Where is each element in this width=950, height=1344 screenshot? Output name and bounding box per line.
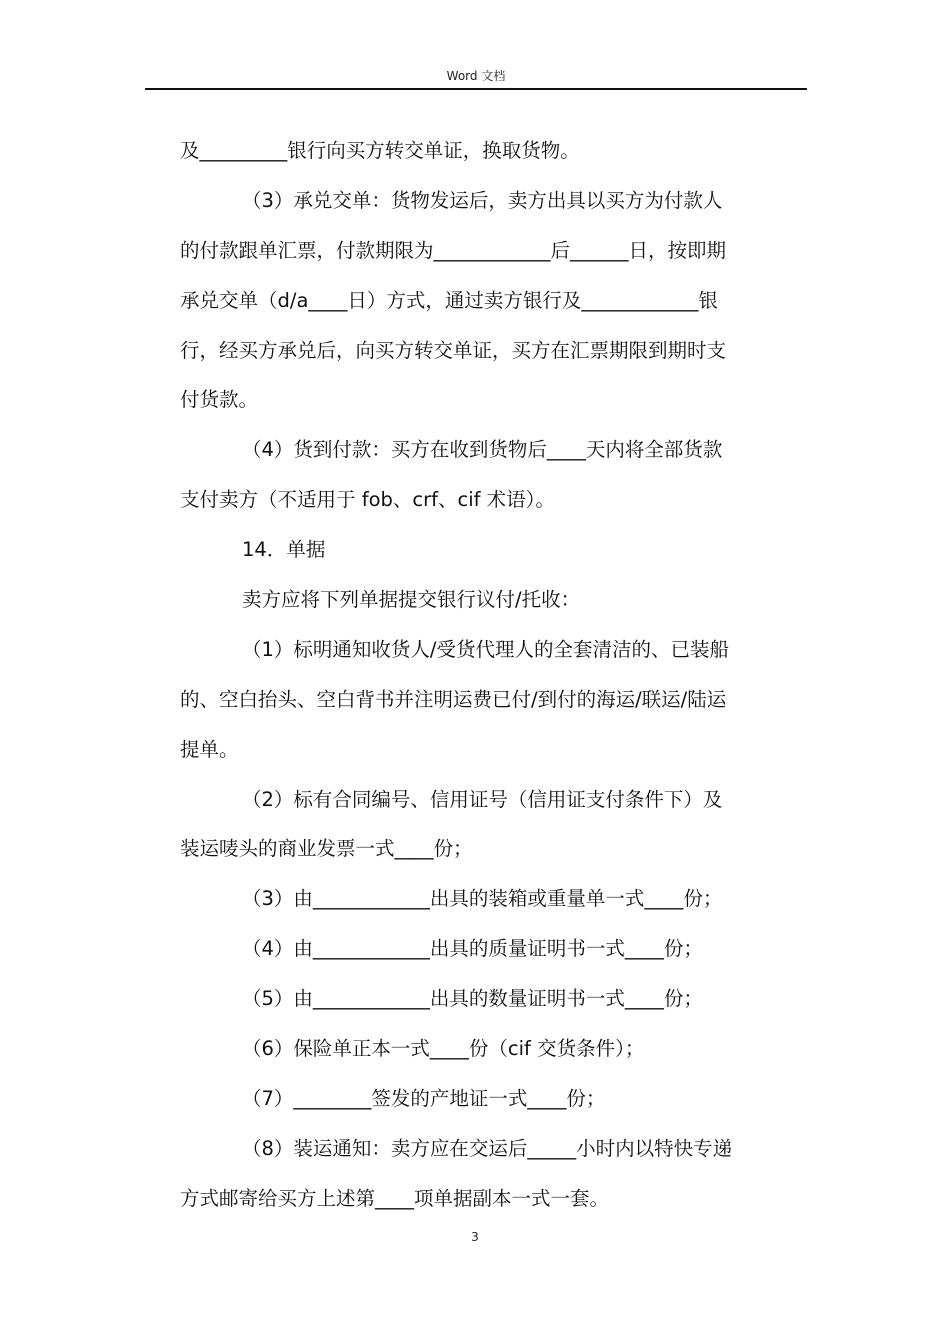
section-heading: 14．单据 (242, 538, 326, 562)
paragraph-line: 提单。 (180, 737, 239, 761)
paragraph-line: （3）由____________出具的装箱或重量单一式____份； (242, 887, 723, 911)
paragraph-line: （5）由____________出具的数量证明书一式____份； (242, 987, 703, 1011)
paragraph-line: 及_________银行向买方转交单证，换取货物。 (180, 139, 580, 162)
paragraph-line: 的、空白抬头、空白背书并注明运费已付/到付的海运/联运/陆运 (180, 687, 727, 711)
paragraph-line: （4）由____________出具的质量证明书一式____份； (242, 937, 703, 961)
paragraph-line: （7）________签发的产地证一式____份； (242, 1086, 606, 1110)
paragraph-line: 装运唛头的商业发票一式____份； (180, 837, 473, 861)
paragraph-line: （3）承兑交单：货物发运后，卖方出具以买方为付款人 (242, 188, 723, 212)
paragraph-line: （6）保险单正本一式____份（cif 交货条件）； (242, 1037, 645, 1061)
paragraph-line: （1）标明通知收货人/受货代理人的全套清洁的、已装船 (242, 637, 729, 661)
paragraph-line: 方式邮寄给买方上述第____项单据副本一式一套。 (180, 1186, 610, 1210)
page-number: 3 (471, 1230, 479, 1244)
document-body (180, 126, 810, 1224)
paragraph-line: （4）货到付款：买方在收到货物后____天内将全部货款 (242, 438, 723, 462)
paragraph-line: （2）标有合同编号、信用证号（信用证支付条件下）及 (242, 787, 723, 811)
paragraph-line: 承兑交单（d/a____日）方式，通过卖方银行及____________银 (180, 288, 718, 312)
paragraph-line: 卖方应将下列单据提交银行议付/托收： (242, 588, 581, 612)
page-header: Word 文档 (145, 66, 807, 90)
paragraph-line: 行，经买方承兑后，向买方转交单证，买方在汇票期限到期时支 (180, 338, 727, 362)
paragraph-line: 的付款跟单汇票，付款期限为____________后______日，按即期 (180, 238, 727, 262)
paragraph-line: 付货款。 (180, 388, 259, 412)
paragraph-line: （8）装运通知：卖方应在交运后_____小时内以特快专递 (242, 1136, 733, 1160)
paragraph-line: 支付卖方（不适用于 fob、crf、cif 术语）。 (180, 488, 555, 512)
